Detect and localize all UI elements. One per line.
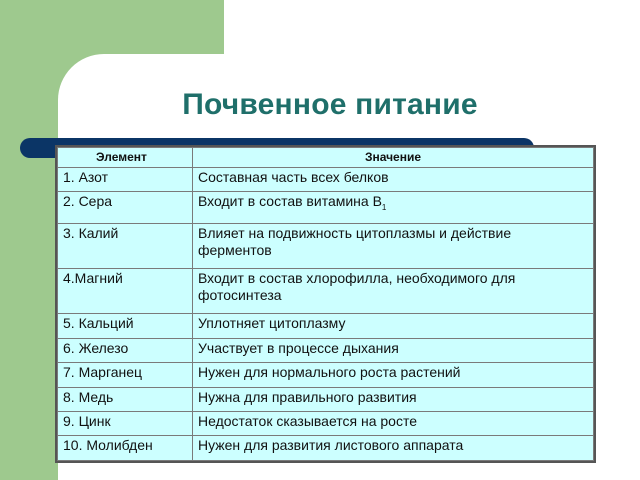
- meaning-cell: [193, 192, 594, 224]
- table-row: [58, 223, 594, 268]
- header-meaning: Значение: [193, 148, 594, 168]
- element-cell: 6. Железо: [58, 338, 193, 362]
- element-cell: 3. Калий: [58, 223, 193, 268]
- meaning-cell: Уплотняет цитоплазму: [193, 314, 594, 338]
- table-row: [58, 168, 594, 192]
- table-row: [58, 412, 594, 436]
- table-header-row: [58, 148, 594, 168]
- meaning-cell: Входит в состав хлорофилла, необходимого для фотосинтеза: [193, 269, 594, 314]
- nutrition-table: [55, 145, 596, 463]
- table-row: [58, 436, 594, 461]
- table-row: [58, 387, 594, 411]
- table-row: [58, 192, 594, 224]
- meaning-cell: Нужен для нормального роста растений: [193, 363, 594, 387]
- element-cell: 9. Цинк: [58, 412, 193, 436]
- table-row: [58, 314, 594, 338]
- table-row: [58, 363, 594, 387]
- meaning-cell: Составная часть всех белков: [193, 168, 594, 192]
- slide-title: Почвенное питание: [182, 88, 478, 121]
- meaning-subscript: 1: [381, 203, 387, 213]
- table-row: [58, 338, 594, 362]
- element-cell: 10. Молибден: [58, 436, 193, 461]
- meaning-text: Входит в состав витамина В: [198, 193, 382, 210]
- meaning-cell: Участвует в процессе дыхания: [193, 338, 594, 362]
- table-row: [58, 269, 594, 314]
- element-cell: 2. Сера: [58, 192, 193, 224]
- meaning-cell: Влияет на подвижность цитоплазмы и действие ферментов: [193, 223, 594, 268]
- meaning-cell: Нужна для правильного развития: [193, 387, 594, 411]
- meaning-cell: Нужен для развития листового аппарата: [193, 436, 594, 461]
- element-cell: 4.Магний: [58, 269, 193, 314]
- element-cell: 7. Марганец: [58, 363, 193, 387]
- header-element: Элемент: [58, 148, 193, 168]
- element-cell: 1. Азот: [58, 168, 193, 192]
- element-cell: 8. Медь: [58, 387, 193, 411]
- element-cell: 5. Кальций: [58, 314, 193, 338]
- meaning-cell: Недостаток сказывается на росте: [193, 412, 594, 436]
